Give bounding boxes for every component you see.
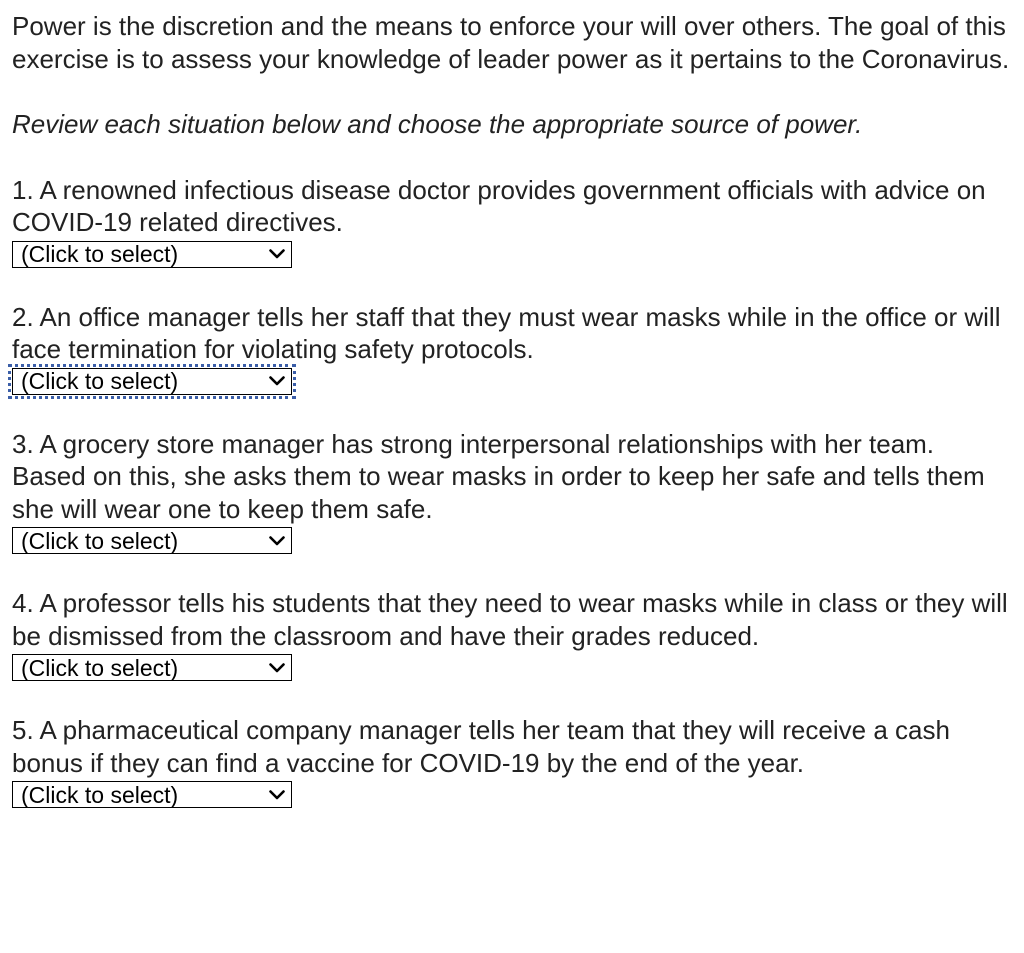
question-text: 5. A pharmaceutical company manager tells her team that they will receive a cash bonus if they can find a vaccine for COVID-19 by the end of the year.	[12, 715, 950, 778]
chevron-down-icon	[263, 783, 291, 807]
question-text: 2. An office manager tells her staff that they must wear masks while in the office or will face termination for violating safety protocols.	[12, 301, 1001, 364]
chevron-down-icon	[263, 656, 291, 680]
question-2	[12, 301, 1012, 395]
power-source-select-wrapper	[12, 654, 292, 681]
question-4	[12, 587, 1012, 681]
power-source-select-wrapper	[12, 781, 292, 808]
power-source-select-wrapper	[12, 527, 292, 554]
intro-paragraph: Power is the discretion and the means to enforce your will over others. The goal of this exercise is to assess your knowledge of leader power as it pertains to the Coronavirus.	[12, 11, 1010, 74]
select-value: (Click to select)	[21, 527, 179, 554]
power-source-select-5[interactable]	[12, 781, 292, 808]
select-value: (Click to select)	[21, 654, 179, 681]
question-3	[12, 428, 1012, 555]
power-source-select-2[interactable]	[12, 368, 292, 395]
power-source-select-3[interactable]	[12, 527, 292, 554]
power-source-select-1[interactable]	[12, 241, 292, 268]
select-value: (Click to select)	[21, 368, 179, 394]
question-1	[12, 174, 1012, 268]
instruction-text: Review each situation below and choose the appropriate source of power.	[12, 109, 863, 139]
select-value: (Click to select)	[21, 241, 179, 267]
chevron-down-icon	[263, 369, 291, 393]
question-text: 4. A professor tells his students that they need to wear masks while in class or they will be dismissed from the classroom and have their grades reduced.	[12, 588, 1008, 651]
question-text: 3. A grocery store manager has strong interpersonal relationships with her team. Based on this, she asks them to wear masks in order to keep her safe and tells them she will wear one to keep them safe.	[12, 428, 985, 524]
power-source-select-4[interactable]	[12, 654, 292, 681]
question-text: 1. A renowned infectious disease doctor provides government officials with advice on COVID-19 related directives.	[12, 174, 986, 237]
chevron-down-icon	[263, 529, 291, 553]
question-5	[12, 714, 1012, 808]
power-source-select-wrapper-focused	[12, 368, 292, 395]
chevron-down-icon	[263, 242, 291, 266]
power-source-select-wrapper	[12, 241, 292, 268]
select-value: (Click to select)	[21, 781, 179, 808]
